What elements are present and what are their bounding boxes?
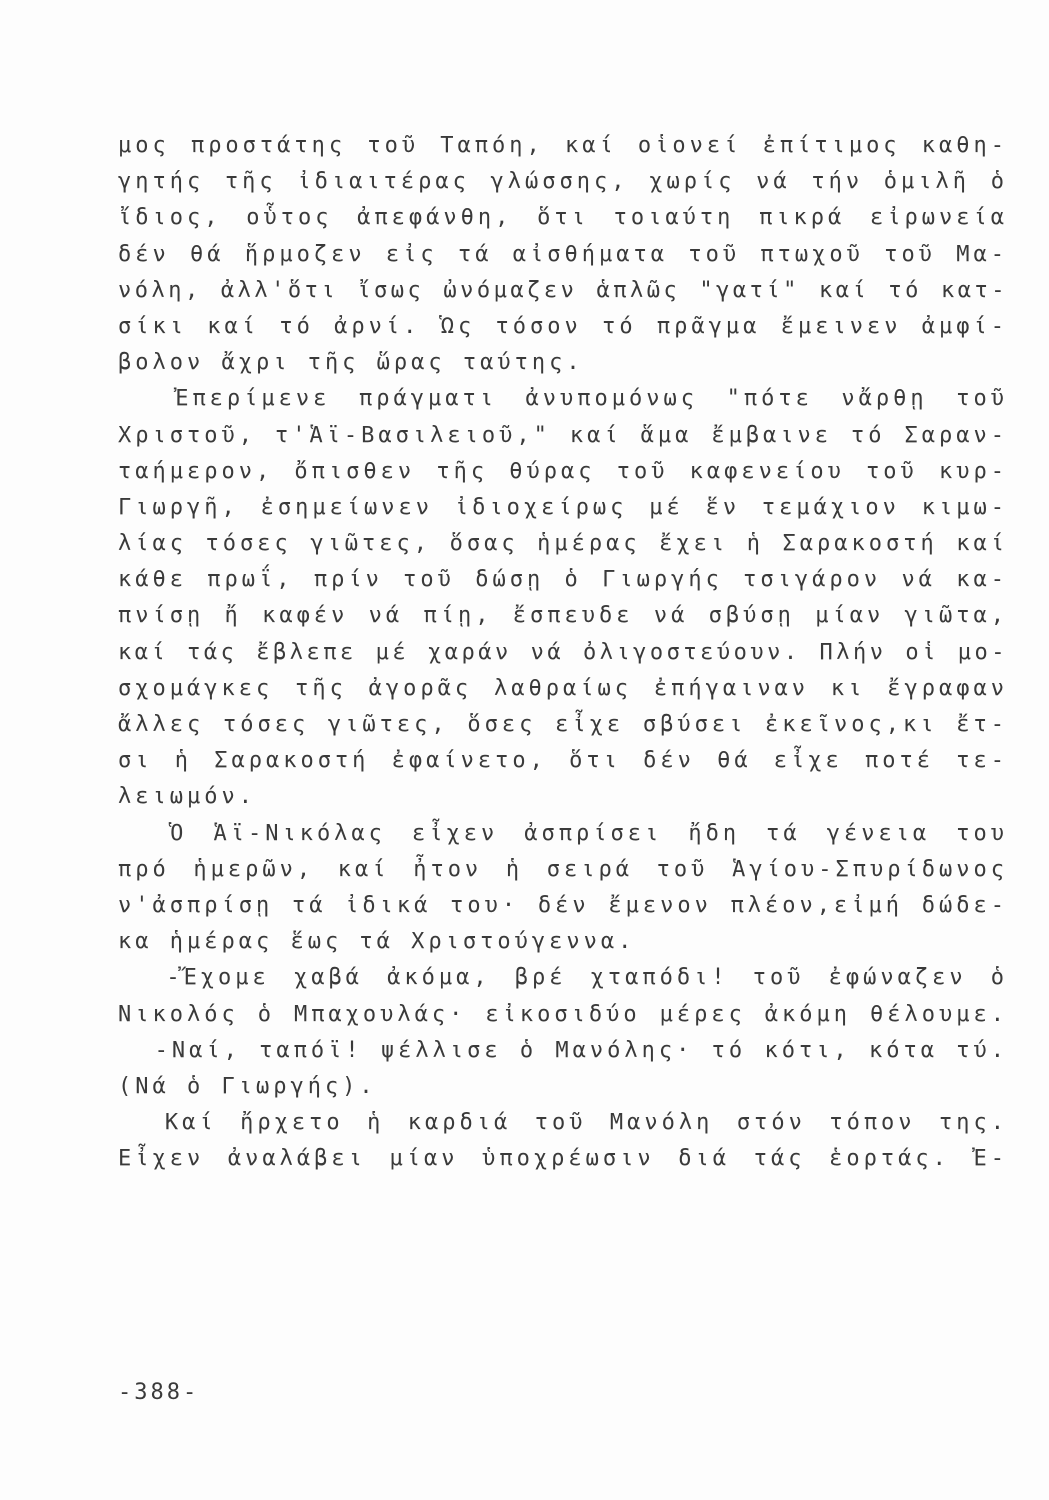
text-line-content: πνίσῃ ἤ καφέν νά πίῃ, ἔσπευδε νά σβύσῃ μίαν γιῶτα, (118, 603, 1008, 629)
text-line (118, 237, 1008, 273)
text-line (118, 1069, 1008, 1105)
body-text (118, 128, 1008, 1177)
text-line (118, 345, 1008, 381)
text-line-content: νόλη, ἀλλ'ὅτι ἴσως ὠνόμαζεν ἁπλῶς "γατί" καί τό κατ- (118, 277, 1008, 303)
text-line-content: Χριστοῦ, τ'Ἁϊ-Βασιλειοῦ," καί ἅμα ἔμβαινε τό Σαραν- (118, 422, 1008, 448)
text-line-content: σίκι καί τό ἀρνί. Ὡς τόσον τό πρᾶγμα ἔμεινεν ἀμφί- (118, 313, 1008, 339)
text-line-content: Νικολός ὁ Μπαχουλάς· εἰκοσιδύο μέρες ἀκόμη θέλουμε. (118, 1001, 1008, 1027)
text-line (118, 635, 1008, 671)
text-line-content: καί τάς ἔβλεπε μέ χαράν νά ὀλιγοστεύουν. Πλήν οἱ μο- (118, 639, 1008, 665)
text-line (118, 164, 1008, 200)
text-line (118, 598, 1008, 634)
text-line-content: Γιωργῆ, ἐσημείωνεν ἰδιοχείρως μέ ἕν τεμάχιον κιμω- (118, 494, 1008, 520)
text-line-content: σι ἡ Σαρακοστή ἐφαίνετο, ὅτι δέν θά εἶχε ποτέ τε- (118, 748, 1008, 774)
text-line (118, 960, 1008, 996)
text-line-content: ἴδιος, οὗτος ἀπεφάνθη, ὅτι τοιαύτη πικρά εἰρωνεία (118, 205, 1008, 231)
text-line-content: λειωμόν. (118, 784, 256, 810)
text-line (118, 128, 1008, 164)
text-line (118, 490, 1008, 526)
text-line (118, 526, 1008, 562)
text-line-content: κάθε πρωΐ, πρίν τοῦ δώσῃ ὁ Γιωργής τσιγάρον νά κα- (118, 567, 1008, 593)
text-line (118, 671, 1008, 707)
text-line (118, 779, 1008, 815)
text-line-content: ταήμερον, ὄπισθεν τῆς θύρας τοῦ καφενείου τοῦ κυρ- (118, 458, 1008, 484)
text-line (118, 1141, 1008, 1177)
text-line (118, 816, 1008, 852)
text-line (118, 381, 1008, 417)
text-line (118, 562, 1008, 598)
text-line-content: δέν θά ἥρμοζεν εἰς τά αἰσθήματα τοῦ πτωχοῦ τοῦ Μα- (118, 241, 1008, 267)
text-line (118, 997, 1008, 1033)
text-line-content: Ὁ Ἁϊ-Νικόλας εἶχεν ἀσπρίσει ἤδη τά γένεια του (118, 820, 1008, 846)
text-line (118, 888, 1008, 924)
text-line (118, 924, 1008, 960)
page-number: -388- (118, 1380, 200, 1405)
text-line-content: σχομάγκες τῆς ἀγορᾶς λαθραίως ἐπήγαιναν κι ἔγραφαν (118, 675, 1008, 701)
text-line (118, 454, 1008, 490)
text-line (118, 707, 1008, 743)
text-line (118, 200, 1008, 236)
text-line-content: λίας τόσες γιῶτες, ὅσας ἡμέρας ἔχει ἡ Σαρακοστή καί (118, 531, 1008, 557)
text-line-content: γητής τῆς ἰδιαιτέρας γλώσσης, χωρίς νά τήν ὁμιλῆ ὁ (118, 169, 1008, 195)
text-line-content: Εἶχεν ἀναλάβει μίαν ὑποχρέωσιν διά τάς ἑορτάς. Ἐ- (118, 1146, 1008, 1172)
text-line (118, 418, 1008, 454)
text-line-content: ἄλλες τόσες γιῶτες, ὅσες εἶχε σβύσει ἐκεῖνος,κι ἔτ- (118, 712, 1008, 737)
text-line-content: (Νά ὁ Γιωργής). (118, 1073, 377, 1099)
text-line (118, 273, 1008, 309)
text-line (118, 743, 1008, 779)
text-line-content: πρό ἡμερῶν, καί ἦτον ἡ σειρά τοῦ Ἁγίου-Σπυρίδωνος (118, 856, 1008, 882)
text-line-content: Καί ἤρχετο ἡ καρδιά τοῦ Μανόλη στόν τόπον της. (118, 1110, 1008, 1136)
text-line-content: -Ἔχομε χαβά ἀκόμα, βρέ χταπόδι! τοῦ ἐφώναζεν ὁ (118, 965, 1008, 991)
text-line (118, 1033, 1008, 1069)
text-line (118, 1105, 1008, 1141)
text-line-content: Ἐπερίμενε πράγματι ἀνυπομόνως "πότε νἄρθῃ τοῦ (118, 386, 1008, 412)
text-line (118, 309, 1008, 345)
text-line-content: -Ναί, ταπόϊ! ψέλλισε ὁ Μανόλης· τό κότι, κότα τύ. (118, 1037, 1008, 1063)
text-line-content: μος προστάτης τοῦ Ταπόη, καί οἱονεί ἐπίτιμος καθη- (118, 133, 1008, 158)
text-line-content: κα ἡμέρας ἕως τά Χριστούγεννα. (118, 929, 636, 955)
text-line (118, 852, 1008, 888)
text-line-content: ν'ἀσπρίσῃ τά ἰδικά του· δέν ἔμενον πλέον,εἰμή δώδε- (118, 892, 1008, 918)
text-line-content: βολον ἄχρι τῆς ὥρας ταύτης. (118, 350, 584, 376)
